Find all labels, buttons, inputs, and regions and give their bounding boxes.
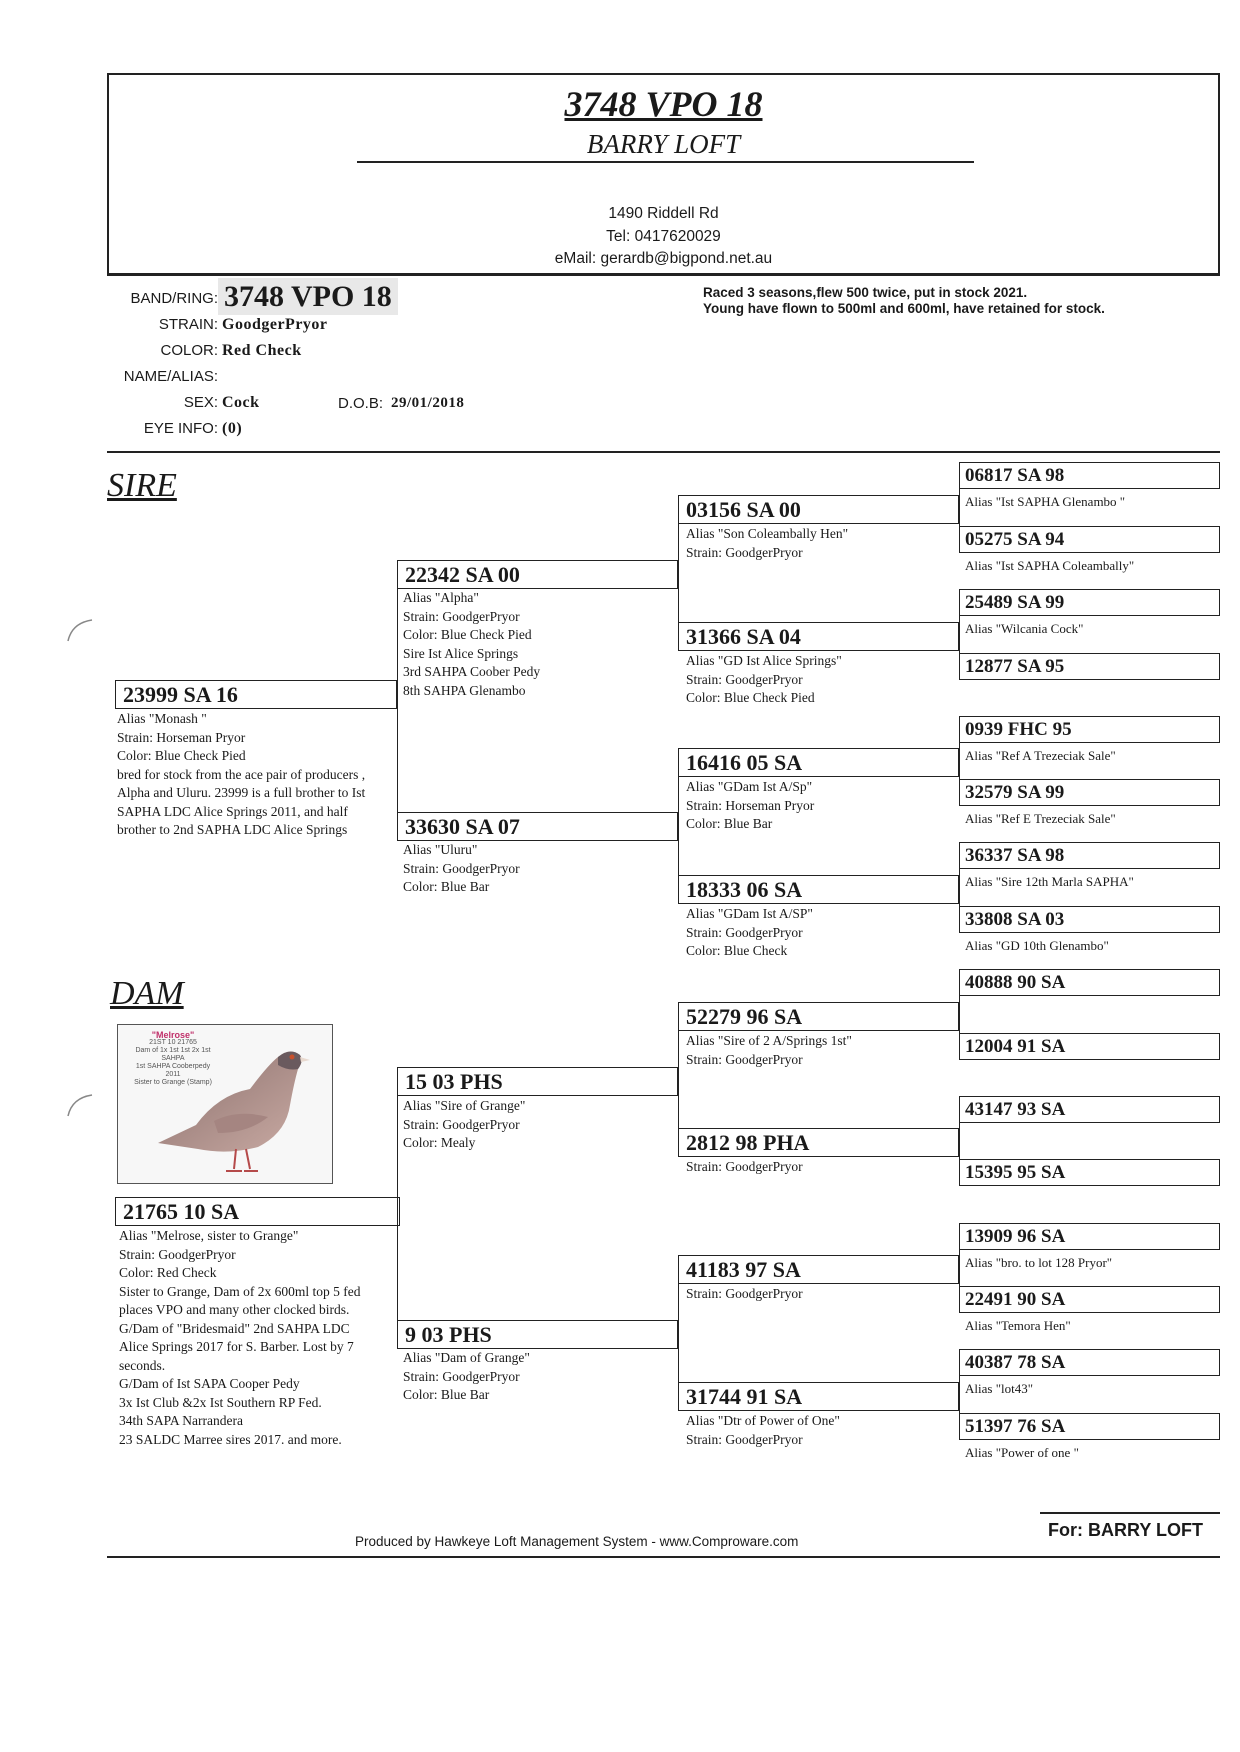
gen4-band-box [959, 462, 1220, 489]
gen3-info-line: Strain: GoodgerPryor [686, 1286, 803, 1301]
gen3-info [686, 525, 848, 562]
gen4-band: 12877 SA 95 [965, 656, 1065, 677]
gen4-band-box [959, 716, 1220, 743]
gen4-band: 25489 SA 99 [965, 592, 1065, 613]
gen4-band: 40387 78 SA [965, 1352, 1066, 1373]
gen2-info-line: Alias "Uluru" [403, 842, 478, 857]
gen2-info [403, 841, 520, 897]
gen3-info-line: Color: Blue Check Pied [686, 690, 815, 705]
gen3-band: 31744 91 SA [686, 1384, 803, 1409]
gen3-info-line: Strain: GoodgerPryor [686, 671, 803, 687]
gen2-info-line: Strain: GoodgerPryor [403, 1116, 520, 1132]
punch-mark-icon [66, 617, 96, 643]
band-highlight: 3748 VPO 18 [218, 278, 398, 315]
gen3-band: 03156 SA 00 [686, 497, 801, 522]
dam-info-line: 3x Ist Club &2x Ist Southern RP Fed. [119, 1394, 322, 1410]
footer-rule [1040, 1512, 1220, 1514]
gen4-band-box [959, 1286, 1220, 1313]
connector-line [678, 761, 679, 888]
gen3-info-line: Strain: GoodgerPryor [686, 1431, 803, 1447]
pigeon-image [118, 1025, 330, 1181]
gen3-info [686, 1158, 803, 1177]
gen4-info: Alias "Power of one " [965, 1445, 1079, 1460]
gen2-band: 33630 SA 07 [405, 814, 520, 839]
gen2-info-line: Color: Blue Bar [403, 879, 490, 894]
note-line: Young have flown to 500ml and 600ml, have retained for stock. [703, 301, 1105, 316]
gen4-band: 32579 SA 99 [965, 782, 1065, 803]
punch-mark-icon [66, 1092, 96, 1118]
connector-line [678, 1268, 679, 1395]
gen4-band-box [959, 906, 1220, 933]
name-alias-label: NAME/ALIAS: [123, 368, 218, 385]
connector-line [397, 1080, 398, 1332]
gen2-info-line: Strain: GoodgerPryor [403, 860, 520, 876]
gen2-band-box [397, 1067, 678, 1096]
sire-info-line: SAPHA LDC Alice Springs 2011, and half [117, 803, 348, 819]
gen4-band-box [959, 1033, 1220, 1060]
dam-heading: DAM [110, 975, 184, 1012]
gen2-info-line: Alias "Dam of Grange" [403, 1350, 530, 1365]
sire-info-line: Alpha and Uluru. 23999 is a full brother to Ist [117, 785, 366, 800]
telephone: Tel: 0417620029 [606, 228, 721, 245]
gen3-info-line: Strain: GoodgerPryor [686, 924, 803, 940]
gen4-info: Alias "lot43" [965, 1381, 1034, 1396]
gen4-band: 36337 SA 98 [965, 845, 1065, 866]
color-label: COLOR: [160, 342, 218, 359]
gen3-band: 16416 05 SA [686, 750, 803, 775]
page-title: 3748 VPO 18 [564, 84, 763, 124]
gen4-band-box [959, 969, 1220, 996]
gen3-band: 41183 97 SA [686, 1257, 801, 1282]
dam-info-line: 34th SAPA Narrandera [119, 1413, 243, 1428]
eye-info-value: (0) [222, 420, 243, 437]
gen3-band-box [678, 1382, 959, 1411]
gen3-band-box [678, 1128, 959, 1157]
gen4-band: 51397 76 SA [965, 1416, 1066, 1437]
gen2-band: 22342 SA 00 [405, 562, 520, 587]
dam-info [119, 1227, 360, 1449]
gen3-band-box [678, 1002, 959, 1031]
loft-name: BARRY LOFT [586, 129, 741, 159]
sire-info-line: bred for stock from the ace pair of producers , [117, 766, 366, 782]
sex-label: SEX: [183, 394, 218, 411]
gen3-info [686, 652, 842, 708]
dam-info-line: Alias "Melrose, sister to Grange" [119, 1228, 299, 1243]
gen2-band: 15 03 PHS [405, 1069, 503, 1094]
gen3-band-box [678, 495, 959, 524]
gen3-info-line: Color: Blue Bar [686, 816, 773, 831]
gen2-info-line: Sire Ist Alice Springs [403, 645, 519, 661]
gen3-info-line: Alias "GDam Ist A/Sp" [686, 779, 813, 794]
gen2-info [403, 1349, 530, 1405]
gen3-band-box [678, 1255, 959, 1284]
gen4-band-box [959, 526, 1220, 553]
gen4-band-box [959, 1349, 1220, 1376]
gen4-info: Alias "Ref E Trezeciak Sale" [965, 811, 1116, 826]
gen4-band: 15395 95 SA [965, 1162, 1066, 1183]
gen3-info [686, 1412, 840, 1449]
gen2-info-line: Color: Mealy [403, 1135, 476, 1150]
dam-info-line: Alice Springs 2017 for S. Barber. Lost by 7 [119, 1339, 354, 1354]
note-line: Raced 3 seasons,flew 500 twice, put in stock 2021. [703, 285, 1028, 300]
gen4-band-box [959, 589, 1220, 616]
dob-value: 29/01/2018 [391, 395, 465, 411]
gen3-info-line: Strain: GoodgerPryor [686, 1159, 803, 1174]
email: eMail: gerardb@bigpond.net.au [554, 250, 773, 267]
gen3-band: 18333 06 SA [686, 877, 803, 902]
gen4-info: Alias "Ist SAPHA Glenambo " [965, 494, 1126, 509]
gen4-band: 40888 90 SA [965, 972, 1066, 993]
dam-info-line: Color: Red Check [119, 1265, 217, 1280]
gen3-band-box [678, 748, 959, 777]
gen3-info [686, 1032, 852, 1069]
gen3-info-line: Strain: GoodgerPryor [686, 1051, 803, 1067]
gen2-info-line: Alias "Alpha" [403, 590, 479, 605]
dam-band-box [115, 1197, 400, 1226]
gen4-band: 13909 96 SA [965, 1226, 1066, 1247]
sire-band: 23999 SA 16 [123, 682, 238, 707]
gen3-band-box [678, 875, 959, 904]
footer-line [107, 1556, 1220, 1558]
gen4-band: 0939 FHC 95 [965, 719, 1072, 740]
gen4-band-box [959, 1096, 1220, 1123]
gen3-band-box [678, 622, 959, 651]
header-box [107, 73, 1220, 276]
gen3-band: 52279 96 SA [686, 1004, 803, 1029]
gen2-info-line: Color: Blue Check Pied [403, 627, 532, 642]
dam-photo [117, 1024, 333, 1184]
band-label: BAND/RING: [130, 290, 218, 307]
gen4-band-box [959, 1223, 1220, 1250]
gen2-band-box [397, 560, 678, 589]
gen3-info-line: Alias "GD Ist Alice Springs" [686, 653, 842, 668]
strain-value: GoodgerPryor [222, 316, 328, 333]
produced-by: Produced by Hawkeye Loft Management System - www.Comproware.com [355, 1534, 799, 1549]
connector-line [678, 1015, 679, 1141]
gen3-info-line: Alias "Sire of 2 A/Springs 1st" [686, 1033, 852, 1048]
strain-label: STRAIN: [158, 316, 218, 333]
gen4-band: 22491 90 SA [965, 1289, 1066, 1310]
gen3-info-line: Alias "Son Coleambally Hen" [686, 526, 849, 541]
gen4-band: 33808 SA 03 [965, 909, 1065, 930]
gen3-info-line: Color: Blue Check [686, 943, 788, 958]
gen3-band: 2812 98 PHA [686, 1130, 810, 1155]
gen4-band-box [959, 1413, 1220, 1440]
gen4-band-box [959, 842, 1220, 869]
gen2-info-line: Color: Blue Bar [403, 1387, 490, 1402]
gen2-info-line: Strain: GoodgerPryor [403, 1368, 520, 1384]
sire-info-line: Alias "Monash " [117, 711, 207, 726]
title-underline [357, 161, 974, 163]
gen4-band-box [959, 779, 1220, 806]
sire-info-line: brother to 2nd SAPHA LDC Alice Springs [117, 822, 348, 837]
photo-caption: "Melrose" 21ST 10 21765 Dam of 1x 1st 1st 2x 1st SAHPA 1st SAHPA Cooberpedy 2011 Sister to Grange (Stamp) [134, 1030, 212, 1086]
gen2-info [403, 1097, 525, 1153]
dam-info-line: places VPO and many other clocked birds. [119, 1302, 350, 1317]
gen4-info: Alias "Ist SAPHA Coleambally" [965, 558, 1135, 573]
gen4-info: Alias "Ref A Trezeciak Sale" [965, 748, 1116, 763]
gen4-band-box [959, 653, 1220, 680]
section-divider [107, 451, 1220, 453]
sire-band-box [115, 680, 397, 709]
footer-for: For: BARRY LOFT [1048, 1520, 1203, 1540]
gen2-info-line: Alias "Sire of Grange" [403, 1098, 526, 1113]
gen4-info: Alias "Wilcania Cock" [965, 621, 1084, 636]
gen3-info [686, 905, 813, 961]
sire-info-line: Strain: Horseman Pryor [117, 729, 246, 745]
gen4-band: 05275 SA 94 [965, 529, 1065, 550]
race-notes [703, 285, 1105, 317]
gen4-info: Alias "Temora Hen" [965, 1318, 1071, 1333]
color-value: Red Check [222, 342, 302, 359]
dam-info-line: 23 SALDC Marree sires 2017. and more. [119, 1431, 342, 1447]
gen4-info: Alias "GD 10th Glenambo" [965, 938, 1109, 953]
gen4-band: 43147 93 SA [965, 1099, 1066, 1120]
dob-label: D.O.B: [338, 395, 384, 412]
gen3-band: 31366 SA 04 [686, 624, 801, 649]
band-value [218, 280, 398, 314]
gen3-info-line: Alias "GDam Ist A/SP" [686, 906, 813, 921]
gen4-info: Alias "bro. to lot 128 Pryor" [965, 1255, 1113, 1270]
dam-info-line: G/Dam of "Bridesmaid" 2nd SAHPA LDC [119, 1320, 350, 1336]
gen2-info-line: Strain: GoodgerPryor [403, 608, 520, 624]
gen2-info-line: 8th SAHPA Glenambo [403, 682, 526, 698]
address: 1490 Riddell Rd [608, 205, 719, 222]
gen3-info [686, 1285, 803, 1304]
sire-info-line: Color: Blue Check Pied [117, 748, 246, 763]
sire-heading: SIRE [107, 467, 177, 504]
connector-line [397, 573, 398, 837]
sire-info [117, 710, 365, 840]
gen2-band-box [397, 812, 678, 841]
gen2-info-line: 3rd SAHPA Coober Pedy [403, 664, 541, 679]
gen4-band-box [959, 1159, 1220, 1186]
dam-info-line: Sister to Grange, Dam of 2x 600ml top 5 fed [119, 1283, 361, 1299]
dam-info-line: seconds. [119, 1357, 166, 1373]
dam-info-line: G/Dam of Ist SAPA Cooper Pedy [119, 1376, 300, 1391]
gen2-band-box [397, 1320, 678, 1349]
gen3-info [686, 778, 814, 834]
gen2-info [403, 589, 540, 700]
gen4-info: Alias "Sire 12th Marla SAPHA" [965, 874, 1134, 889]
dam-band: 21765 10 SA [123, 1199, 240, 1224]
gen3-info-line: Strain: GoodgerPryor [686, 544, 803, 560]
dam-info-line: Strain: GoodgerPryor [119, 1246, 236, 1262]
gen4-band: 06817 SA 98 [965, 465, 1065, 486]
sex-value: Cock [222, 394, 260, 411]
gen3-info-line: Strain: Horseman Pryor [686, 797, 815, 813]
gen2-band: 9 03 PHS [405, 1322, 492, 1347]
gen3-info-line: Alias "Dtr of Power of One" [686, 1413, 840, 1428]
gen4-band: 12004 91 SA [965, 1036, 1066, 1057]
connector-line [678, 508, 679, 635]
eye-info-label: EYE INFO: [143, 420, 218, 437]
